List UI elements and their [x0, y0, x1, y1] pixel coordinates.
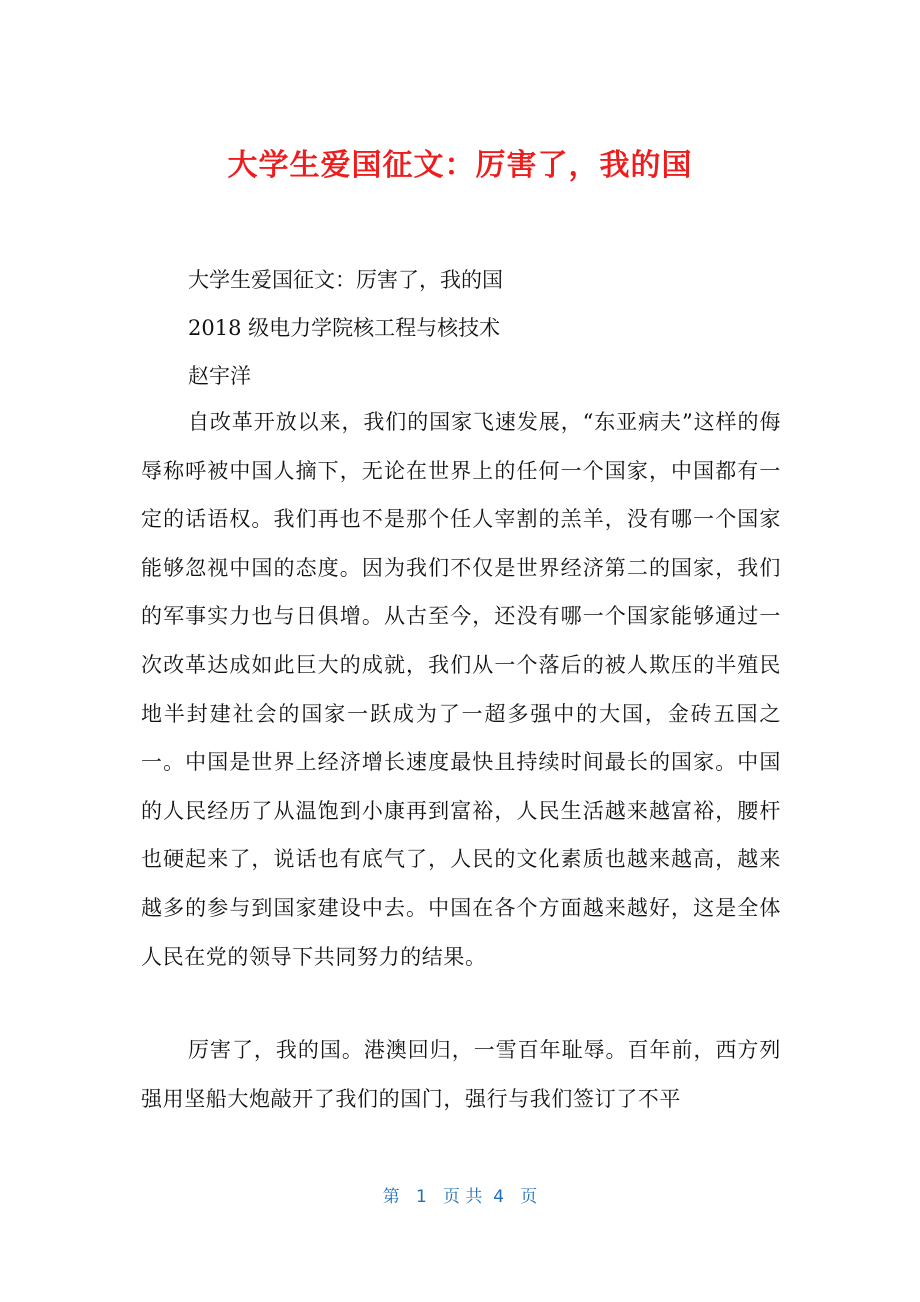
footer-suffix: 页: [520, 1187, 538, 1207]
footer-page-number: 1: [415, 1187, 427, 1207]
footer-total-pages: 4: [493, 1187, 505, 1207]
footer-prefix: 第: [382, 1187, 400, 1207]
document-title: 大学生爱国征文：厉害了，我的国: [227, 148, 693, 183]
class-line: 2018 级电力学院核工程与核技术: [188, 316, 501, 340]
document-subtitle: 大学生爱国征文：厉害了，我的国: [188, 268, 503, 292]
body-paragraph: 自改革开放以来，我们的国家飞速发展，“东亚病夫”这样的侮辱称呼被中国人摘下，无论在世界上的任何一个国家，中国都有一定的话语权。我们再也不是那个任人宰割的羔羊，没有哪一个国家能够忽视中国的态度。因为我们不仅是世界经济第二的国家，我们的军事实力也与日俱增。从古至今，还没有哪一个国家能够通过一次改革达成如此巨大的成就，我们从一个落后的被人欺压的半殖民地半封建社会的国家一跃成为了一超多强中的大国，金砖五国之一。中国是世界上经济增长速度最快且持续时间最长的国家。中国的人民经历了从温饱到小康再到富裕，人民生活越来越富裕，腰杆也硬起来了，说话也有底气了，人民的文化素质也越来越高，越来越多的参与到国家建设中去。中国在各个方面越来越好，这是全体人民在党的领导下共同努力的结果。: [141, 410, 781, 969]
author-name: 赵宇洋: [188, 364, 251, 388]
footer-middle: 页 共: [443, 1187, 483, 1207]
body-paragraph: 厉害了，我的国。港澳回归，一雪百年耻辱。百年前，西方列强用坚船大炮敲开了我们的国门，强行与我们签订了不平: [141, 1038, 781, 1111]
page-footer: [0, 1182, 920, 1212]
